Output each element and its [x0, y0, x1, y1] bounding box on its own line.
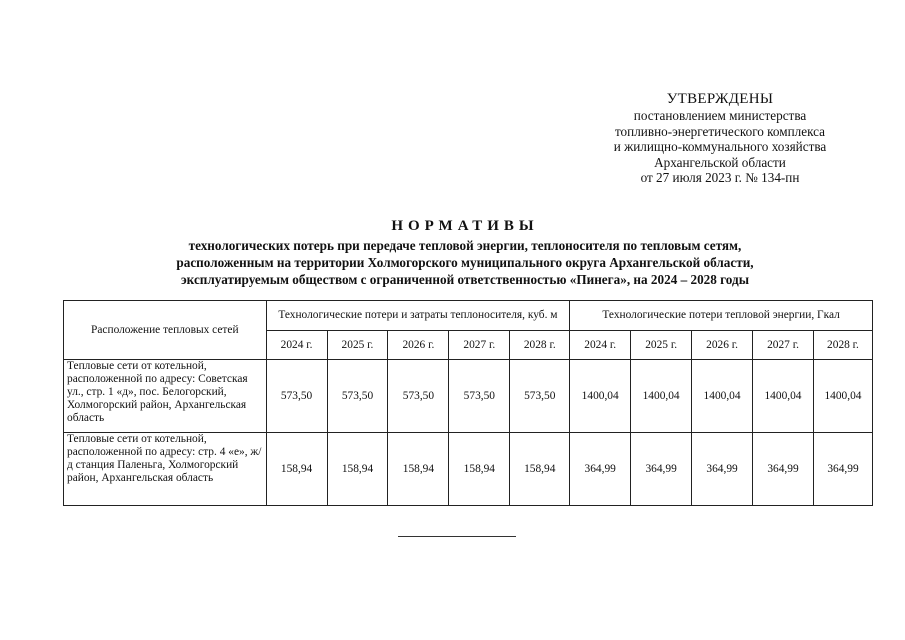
header-year: 2025 г.: [631, 331, 692, 360]
approval-heading: УТВЕРЖДЕНЫ: [666, 91, 774, 107]
approval-block: [560, 92, 880, 185]
table-row: [64, 433, 873, 506]
header-year: 2025 г.: [327, 331, 388, 360]
header-year: 2028 г.: [813, 331, 872, 360]
title-line: технологических потерь при передаче тепловой энергии, теплоносителя по тепловым сетям,: [188, 238, 742, 253]
coolant-value: 158,94: [266, 433, 327, 506]
coolant-value: 158,94: [388, 433, 449, 506]
location-cell: Тепловые сети от котельной, расположенной по адресу: Советская ул., стр. 1 «д», пос. Белогорский, Холмогорский район, Архангельская область: [64, 360, 267, 433]
title-heading: НОРМАТИВЫ: [391, 218, 539, 234]
energy-value: 364,99: [813, 433, 872, 506]
approval-line: и жилищно-коммунального хозяйства: [613, 139, 827, 155]
document-title: [60, 218, 870, 288]
energy-value: 364,99: [692, 433, 753, 506]
coolant-value: 573,50: [510, 360, 570, 433]
approval-line: постановлением министерства: [633, 108, 807, 124]
energy-value: 364,99: [753, 433, 814, 506]
coolant-value: 573,50: [449, 360, 510, 433]
norms-table: [63, 300, 873, 506]
separator-line: [398, 536, 516, 537]
coolant-value: 573,50: [266, 360, 327, 433]
energy-value: 364,99: [570, 433, 631, 506]
coolant-value: 573,50: [327, 360, 388, 433]
energy-value: 1400,04: [813, 360, 872, 433]
energy-value: 1400,04: [631, 360, 692, 433]
energy-value: 1400,04: [753, 360, 814, 433]
table-row: [64, 360, 873, 433]
header-energy-losses: Технологические потери тепловой энергии, Гкал: [570, 301, 873, 331]
energy-value: 364,99: [631, 433, 692, 506]
location-cell: Тепловые сети от котельной, расположенной по адресу: стр. 4 «е», ж/д станция Паленьга, Холмогорский район, Архангельская область: [64, 433, 267, 506]
header-year: 2024 г.: [570, 331, 631, 360]
coolant-value: 158,94: [510, 433, 570, 506]
title-line: эксплуатируемым обществом с ограниченной ответственностью «Пинега», на 2024 – 2028 годы: [180, 272, 749, 287]
energy-value: 1400,04: [570, 360, 631, 433]
header-coolant-losses: Технологические потери и затраты теплоносителя, куб. м: [266, 301, 570, 331]
title-line: расположенным на территории Холмогорского муниципального округа Архангельской области,: [176, 255, 754, 270]
coolant-value: 158,94: [327, 433, 388, 506]
coolant-value: 158,94: [449, 433, 510, 506]
header-location: Расположение тепловых сетей: [64, 301, 267, 360]
header-year: 2028 г.: [510, 331, 570, 360]
header-year: 2027 г.: [449, 331, 510, 360]
header-year: 2027 г.: [753, 331, 814, 360]
header-year: 2026 г.: [692, 331, 753, 360]
approval-line: топливно-энергетического комплекса: [614, 123, 826, 139]
header-year: 2026 г.: [388, 331, 449, 360]
header-year: 2024 г.: [266, 331, 327, 360]
energy-value: 1400,04: [692, 360, 753, 433]
coolant-value: 573,50: [388, 360, 449, 433]
approval-line: от 27 июля 2023 г. № 134-пн: [640, 170, 800, 186]
approval-line: Архангельской области: [654, 154, 786, 170]
